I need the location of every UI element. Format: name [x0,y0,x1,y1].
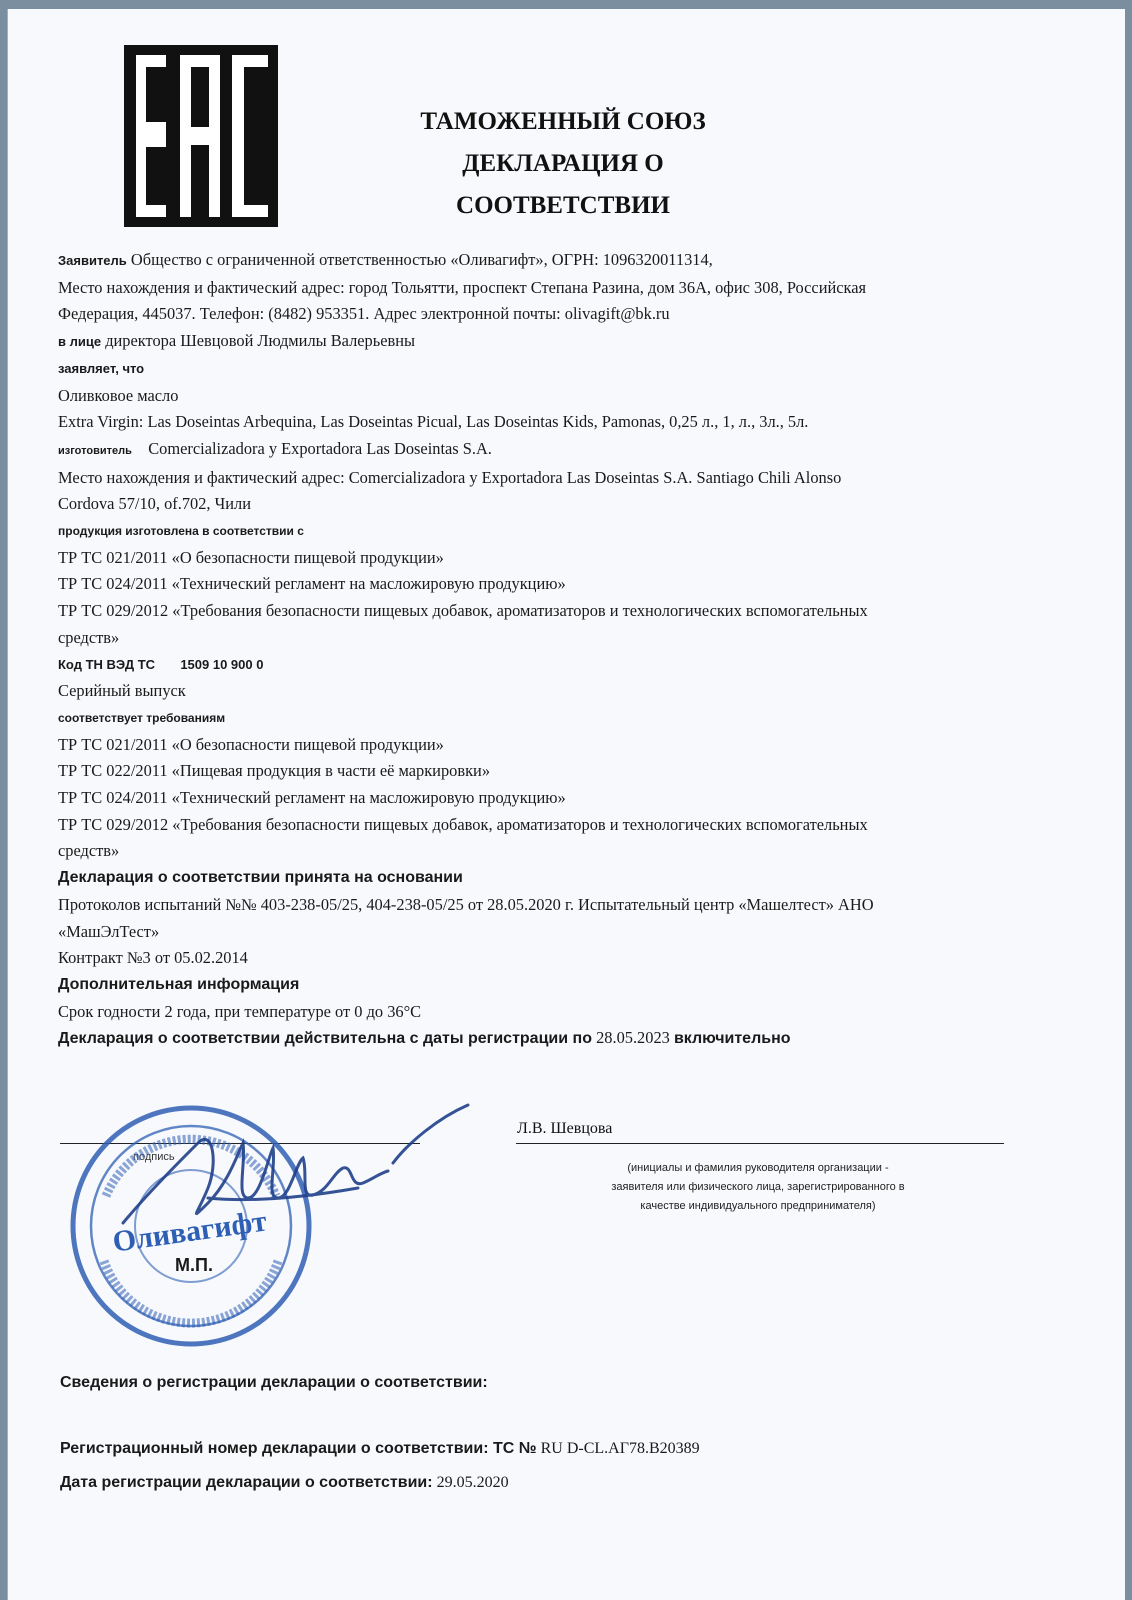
applicant-label: Заявитель [58,253,127,268]
applicant-line1: Общество с ограниченной ответственностью «Оливагифт», ОГРН: 1096320011314, [130,250,713,269]
conforms-item: ТР ТС 022/2011 «Пищевая продукция в части её маркировки» [58,761,491,781]
applicant-line2: Место нахождения и фактический адрес: город Тольятти, проспект Степана Разина, дом 36А, офис 308, Российская [58,277,867,297]
header-title: ДЕКЛАРАЦИЯ О СООТВЕТСТВИИ [456,150,670,219]
basis-line3: Контракт №3 от 05.02.2014 [58,948,248,968]
caption-line: качестве индивидуального предпринимателя) [640,1200,876,1212]
conforms-item: средств» [58,841,120,861]
basis-line2: «МашЭлТест» [58,921,160,941]
manufacturer-address-line2: Cordova 57/10, of.702, Чили [58,494,251,514]
registration-number: RU D-CL.АГ78.B20389 [540,1440,700,1457]
representative-text: директора Шевцовой Людмилы Валерьевны [105,331,416,351]
produced-item: ТР ТС 029/2012 «Требования безопасности пищевых добавок, ароматизаторов и технологических вспомогательных [58,601,868,621]
validity-date: 28.05.2023 [596,1028,670,1048]
document-sheet [7,9,1125,1600]
conforms-item: ТР ТС 024/2011 «Технический регламент на масложировую продукцию» [58,788,566,808]
produced-item: ТР ТС 021/2011 «О безопасности пищевой продукции» [58,547,444,567]
applicant-line3: Федерация, 445037. Телефон: (8482) 953351. Адрес электронной почты: olivagift@bk.ru [58,304,670,324]
basis-label: Декларация о соответствии принята на основании [58,869,463,887]
declares-label: заявляет, что [58,360,145,376]
product-variants: Extra Virgin: Las Doseintas Arbequina, Las Doseintas Picual, Las Doseintas Kids, Pamonas, 0,25 л., 1, л., 3л., 5л. [58,412,809,432]
stamp-mp: М.П. [175,1255,213,1275]
product-name: Оливковое масло [58,385,179,405]
signatory-name: Л.В. Шевцова [517,1120,613,1137]
registration-date-label: Дата регистрации декларации о соответствии: [60,1474,433,1491]
registration-date: 29.05.2020 [436,1474,509,1491]
handwritten-signature [118,1103,478,1253]
code-label: Код ТН ВЭД ТС [58,656,156,672]
caption-line: (инициалы и фамилия руководителя организации - [627,1162,889,1174]
produced-item: ТР ТС 024/2011 «Технический регламент на масложировую продукцию» [58,574,566,594]
produced-label: продукция изготовлена в соответствии с [58,524,304,539]
extra-info-text: Срок годности 2 года, при температуре от 0 до 36°С [58,1001,422,1021]
eac-logo [124,45,278,227]
document-body [58,247,1098,1053]
registration-title: Сведения о регистрации декларации о соответствии: [60,1374,488,1391]
conforms-item: ТР ТС 029/2012 «Требования безопасности пищевых добавок, ароматизаторов и технологических вспомогательных [58,814,868,834]
manufacturer-name: Comercializadora y Exportadora Las Doseintas S.A. [148,438,492,458]
manufacturer-label: изготовитель [58,444,132,457]
header-union: ТАМОЖЕННЫЙ СОЮЗ [420,108,706,135]
produced-item: средств» [58,627,120,647]
validity-suffix: включительно [673,1030,791,1048]
series-text: Серийный выпуск [58,681,186,701]
registration-number-label: Регистрационный номер декларации о соответствии: ТС № [60,1440,537,1457]
conforms-item: ТР ТС 021/2011 «О безопасности пищевой продукции» [58,734,444,754]
stamp-name: Оливагифт [110,1204,269,1259]
conforms-label: соответствует требованиям [58,710,226,725]
manufacturer-address-line1: Место нахождения и фактический адрес: Comercializadora y Exportadora Las Doseintas S.A. Santiago Chili Alonso [58,467,842,487]
signatory-caption [548,1159,968,1216]
validity-prefix: Декларация о соответствии действительна с даты регистрации по [58,1030,592,1048]
document-header [353,101,773,227]
code-value: 1509 10 900 0 [180,656,264,672]
representative-label: в лице [58,334,102,350]
signature-hint: подпись [133,1151,175,1163]
caption-line: заявителя или физического лица, зарегистрированного в [611,1181,905,1193]
extra-info-label: Дополнительная информация [58,975,300,993]
name-line [516,1143,1004,1144]
basis-line1: Протоколов испытаний №№ 403-238-05/25, 404-238-05/25 от 28.05.2020 г. Испытательный центр «Машелтест» АНО [58,894,874,914]
